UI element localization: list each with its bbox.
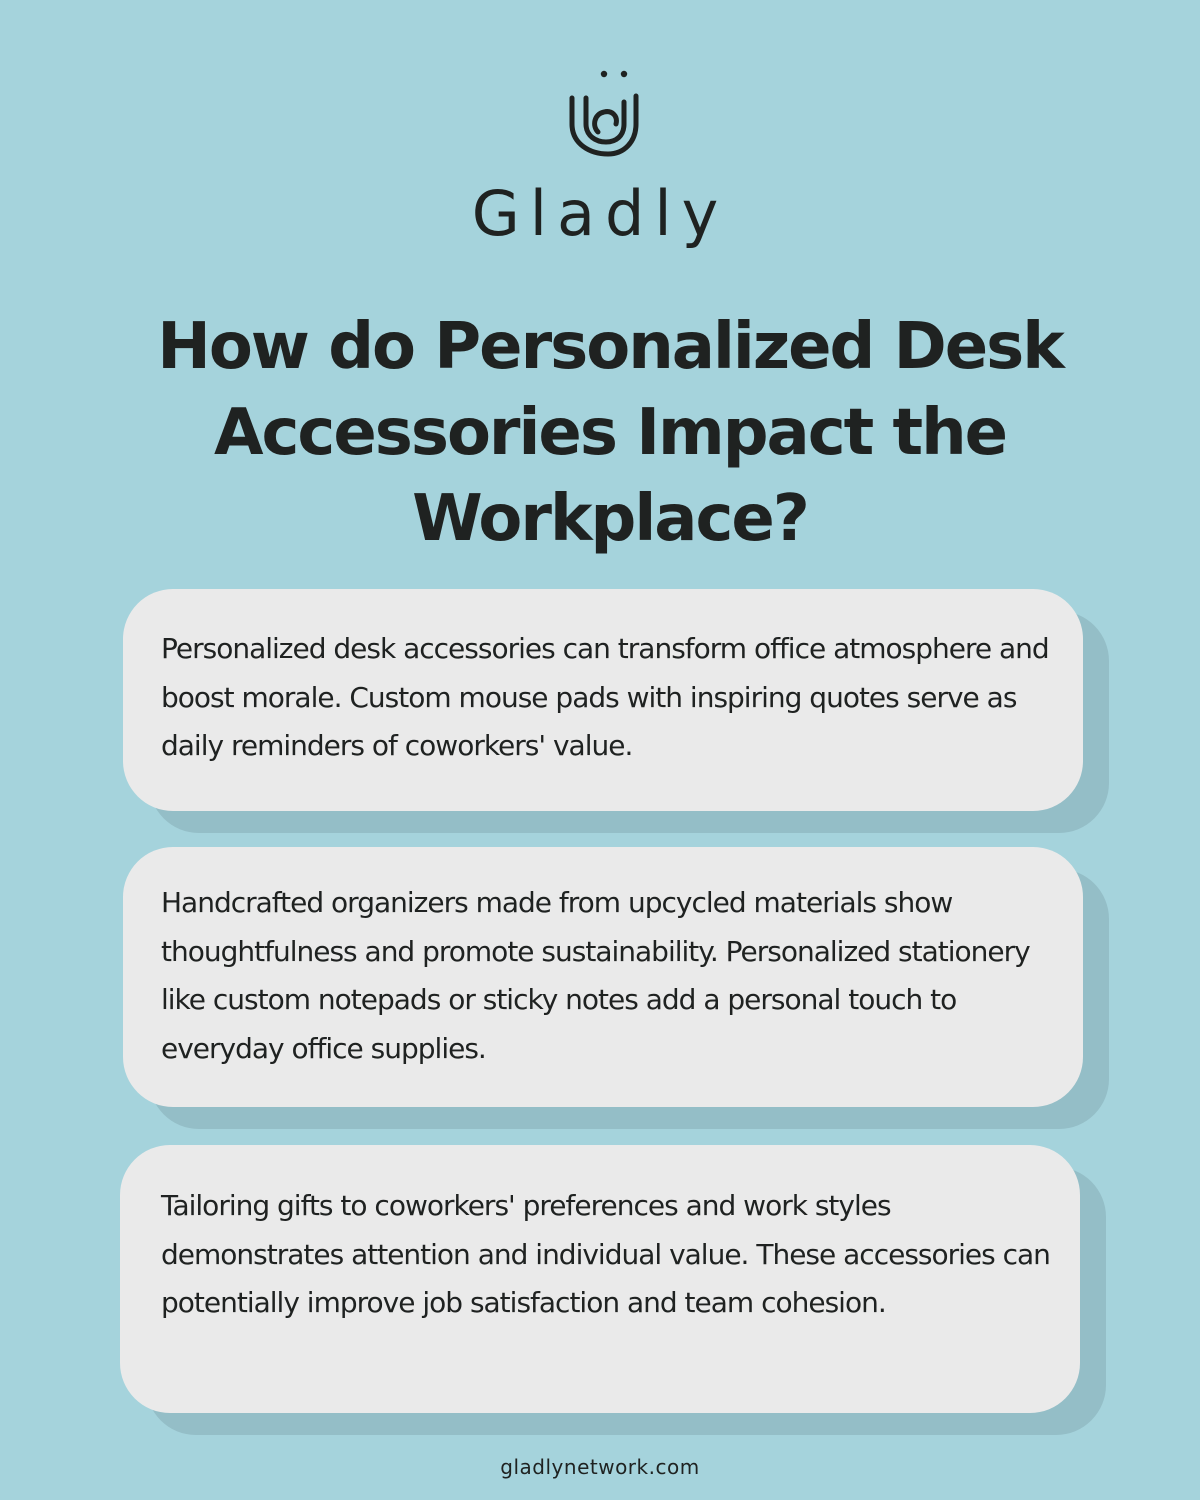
card-text: Tailoring gifts to coworkers' preferences and work styles demonstrates attention and individual value. These accessories can potentially improve job satisfaction and team cohesion. — [161, 1189, 1050, 1319]
info-card-2 — [123, 847, 1083, 1107]
card-text: Handcrafted organizers made from upcycled materials show thoughtfulness and promote sustainability. Personalized stationery like custom notepads or sticky notes add a personal touch to everyday office supplies. — [161, 886, 1030, 1065]
card-body — [123, 847, 1083, 1107]
info-card-1 — [123, 589, 1083, 811]
card-body — [123, 589, 1083, 811]
info-card-3 — [120, 1145, 1080, 1413]
footer-website-link[interactable]: gladlynetwork.com — [500, 1455, 700, 1479]
gladly-paperclip-logo-icon — [566, 66, 642, 160]
brand-name: Gladly — [471, 177, 729, 250]
card-text: Personalized desk accessories can transform office atmosphere and boost morale. Custom mouse pads with inspiring quotes serve as daily reminders of coworkers' value. — [161, 632, 1049, 762]
page-title: How do Personalized Desk Accessories Impact the Workplace? — [157, 310, 1063, 556]
card-body — [120, 1145, 1080, 1413]
